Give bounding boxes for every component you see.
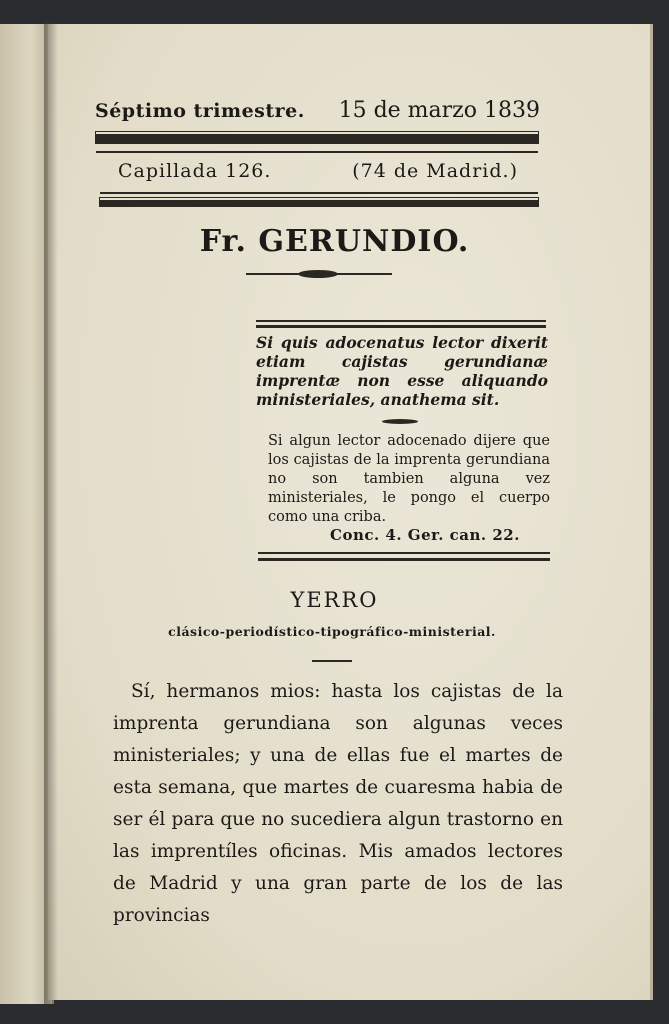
epigraph-rule-top-2	[256, 325, 546, 328]
epigraph-latin: Si quis adocenatus lector dixerit etiam cajistas gerundianæ imprentæ non esse aliquando ministeriales, anathema sit.	[256, 333, 548, 409]
header-rule-top	[96, 132, 538, 143]
header-row	[95, 98, 540, 123]
subheading-rule	[312, 660, 352, 662]
section-subheading: clásico-periodístico-tipográfico-ministerial.	[168, 624, 496, 639]
header-rule-bottom-thin	[100, 192, 538, 194]
epigraph-rule-bottom-2	[258, 558, 550, 561]
epigraph-rule-bottom	[258, 552, 550, 554]
spine-shadow	[44, 22, 58, 1004]
issue-date: 15 de marzo 1839	[338, 98, 540, 123]
header-rule-top-thin	[96, 151, 538, 153]
section-heading: YERRO	[290, 588, 379, 612]
capillada-row	[118, 160, 518, 182]
trimestre-label: Séptimo trimestre.	[95, 100, 305, 122]
header-rule-bottom	[100, 198, 538, 206]
epigraph-citation: Conc. 4. Ger. can. 22.	[330, 526, 520, 544]
epigraph-ornament	[382, 419, 418, 424]
masthead-title: Fr. GERUNDIO.	[199, 224, 470, 259]
epigraph-spanish: Si algun lector adocenado dijere que los cajistas de la imprenta gerundiana no son tambien alguna vez ministeriales, le pongo el cuerpo como una criba.	[268, 433, 550, 525]
body-paragraph: Sí, hermanos mios: hasta los cajistas de la imprenta gerundiana son algunas veces ministeriales; y una de ellas fue el martes de esta semana, que martes de cuaresma habia de ser él para que no sucediera algun trastorno en las imprentíles oficinas. Mis amados lectores de Madrid y una gran parte de los de las provincias	[113, 681, 563, 926]
madrid-number: (74 de Madrid.)	[352, 160, 518, 182]
title-ornament-center	[298, 270, 338, 278]
capillada-label: Capillada 126.	[118, 160, 272, 182]
epigraph-rule-top	[256, 320, 546, 322]
